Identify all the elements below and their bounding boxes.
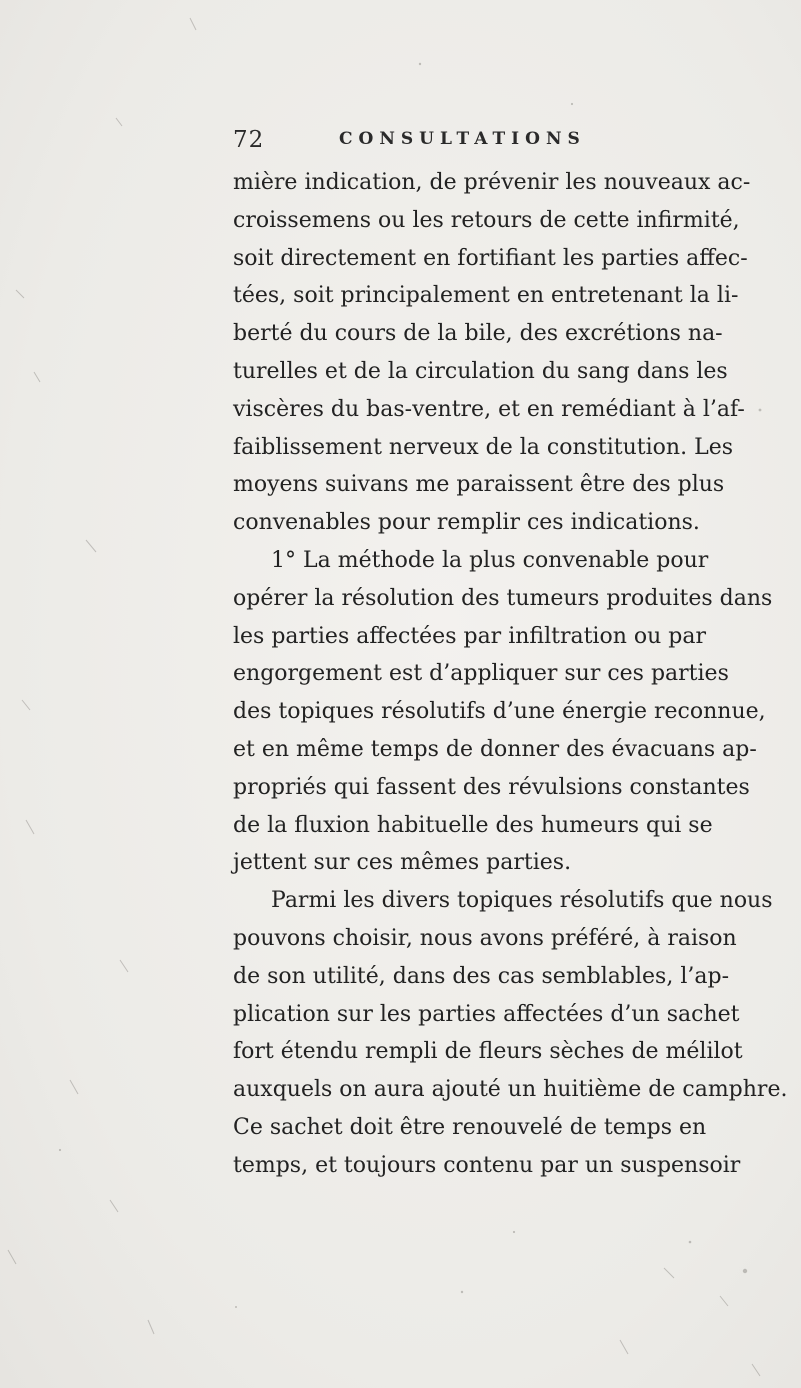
text-line: auxquels on aura ajouté un huitième de camphre. — [233, 1077, 788, 1103]
text-line: des topiques résolutifs d’une énergie reconnue, — [233, 699, 766, 725]
page-number: 72 — [233, 127, 265, 153]
text-line: les parties affectées par infiltration ou par — [233, 623, 706, 649]
text-line: plication sur les parties affectées d’un sachet — [233, 1001, 740, 1027]
text-line: convenables pour remplir ces indications. — [233, 510, 700, 536]
text-line: moyens suivans me paraissent être des plus — [233, 472, 725, 498]
text-line: engorgement est d’appliquer sur ces parties — [233, 661, 729, 687]
text-line: pouvons choisir, nous avons préféré, à raison — [233, 925, 737, 951]
text-line: de la fluxion habituelle des humeurs qui se — [233, 812, 713, 838]
body-text — [233, 164, 788, 1185]
text-line: tées, soit principalement en entretenant la li- — [233, 283, 739, 309]
text-line: opérer la résolution des tumeurs produites dans — [233, 585, 773, 611]
text-line: fort étendu rempli de fleurs sèches de mélilot — [233, 1039, 743, 1065]
text-line: temps, et toujours contenu par un suspensoir — [233, 1152, 741, 1178]
text-line: de son utilité, dans des cas semblables, l’ap- — [233, 963, 729, 989]
text-line: viscères du bas-ventre, et en remédiant à l’af- — [233, 396, 745, 422]
text-line: croissemens ou les retours de cette infirmité, — [233, 207, 740, 233]
running-head: CONSULTATIONS — [339, 129, 586, 149]
text-line: et en même temps de donner des évacuans ap- — [233, 736, 757, 762]
text-line: turelles et de la circulation du sang dans les — [233, 358, 728, 384]
text-line: 1° La méthode la plus convenable pour — [271, 547, 709, 573]
text-line: berté du cours de la bile, des excrétions na- — [233, 321, 723, 347]
text-line: propriés qui fassent des révulsions constantes — [233, 774, 750, 800]
text-line: faiblissement nerveux de la constitution. Les — [233, 434, 734, 460]
page-header — [233, 127, 693, 163]
text-line: soit directement en fortifiant les parties affec- — [233, 245, 748, 271]
text-line: jettent sur ces mêmes parties. — [233, 850, 572, 876]
text-line: mière indication, de prévenir les nouveaux ac- — [233, 170, 751, 195]
text-line: Parmi les divers topiques résolutifs que nous — [271, 888, 773, 914]
text-line: Ce sachet doit être renouvelé de temps en — [233, 1114, 707, 1140]
